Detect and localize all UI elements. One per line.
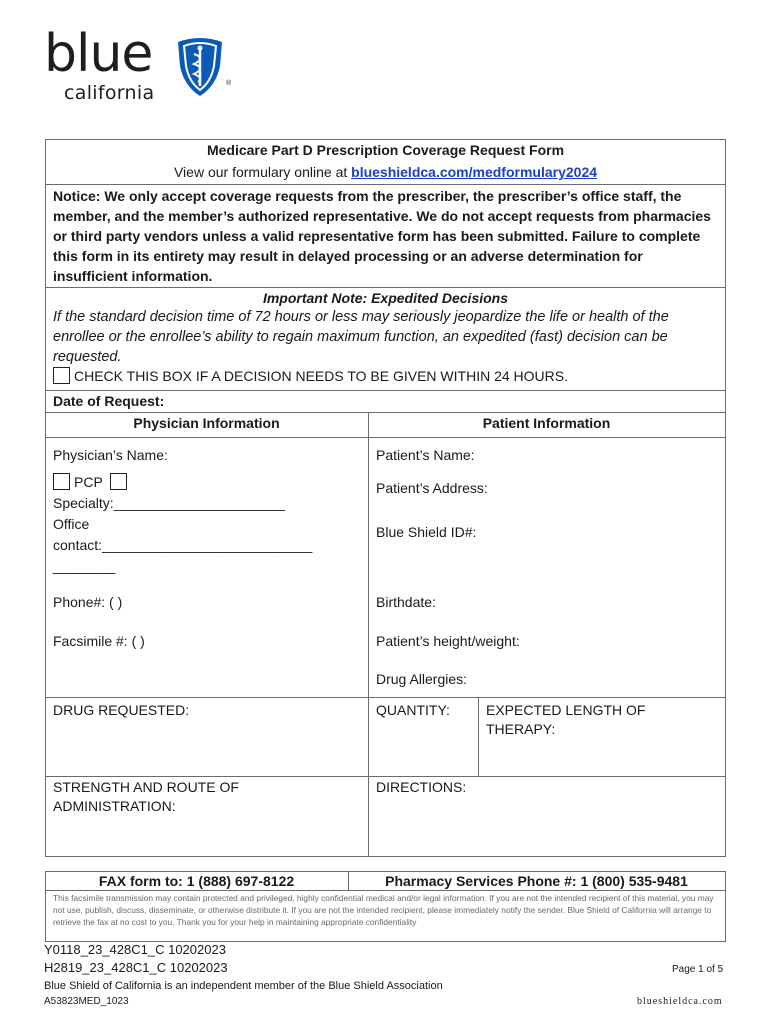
pcp-label: PCP <box>74 474 103 490</box>
expedite-row <box>53 366 568 386</box>
important-note-text: If the standard decision time of 72 hours or less may seriously jeopardize the life or health of the enrollee or the enrollee’s ability to regain maximum function, an expedited (fast) decision can be requested. <box>53 309 669 365</box>
form-code-1: Y0118_23_428C1_C 10202023 <box>44 942 226 957</box>
divider <box>45 697 726 698</box>
website-footer: blueshieldca.com <box>637 996 723 1007</box>
office-contact-continued: ________ <box>53 558 116 574</box>
blue-shield-logo <box>44 24 232 106</box>
drug-requested-field[interactable]: DRUG REQUESTED: <box>53 702 190 718</box>
form-border-left <box>45 139 46 856</box>
patient-info-header: Patient Information <box>482 415 611 431</box>
divider <box>45 184 726 185</box>
expedite-checkbox-label: CHECK THIS BOX IF A DECISION NEEDS TO BE GIVEN WITHIN 24 HOURS. <box>74 368 568 384</box>
form-id: A53823MED_1023 <box>44 996 129 1007</box>
specialty-field[interactable]: Specialty:______________________ <box>53 495 285 511</box>
patient-name-field[interactable]: Patient’s Name: <box>376 447 475 463</box>
page-number: Page 1 of 5 <box>672 964 724 975</box>
fax-number: FAX form to: 1 (888) 697-8122 <box>98 873 295 889</box>
notice-text: Notice: We only accept coverage requests from the prescriber, the prescriber’s office staff, the member, and the member’s authorized representative. We do not accept requests from pharmacies or third party vendors unless a valid representative form has been submitted. Failure to complete this form in its entirety may result in delayed processing or an adverse determination for insufficient information. <box>53 188 711 284</box>
pcp-row <box>53 472 131 492</box>
formulary-line <box>45 162 726 182</box>
expected-length-label-cont: THERAPY: <box>486 721 556 737</box>
quantity-field[interactable]: QUANTITY: <box>376 702 450 718</box>
divider <box>725 871 726 941</box>
logo-word: blue <box>44 24 153 84</box>
shield-caduceus-icon <box>174 36 226 98</box>
form-code-2: H2819_23_428C1_C 10202023 <box>44 960 228 975</box>
member-statement: Blue Shield of California is an independent member of the Blue Shield Association <box>44 980 443 992</box>
physician-name-field[interactable]: Physician’s Name: <box>53 447 168 463</box>
expedite-checkbox[interactable] <box>53 367 70 384</box>
patient-address-field[interactable]: Patient’s Address: <box>376 480 488 496</box>
phone-field[interactable]: Phone#: ( ) <box>53 594 123 610</box>
office-contact-field[interactable]: contact:___________________________ <box>53 537 313 553</box>
directions-field[interactable]: DIRECTIONS: <box>376 779 467 795</box>
formulary-prefix: View our formulary online at <box>173 164 352 180</box>
column-divider <box>368 412 369 856</box>
confidentiality-notice: This facsimile transmission may contain protected and privileged, highly confidential medical and/or legal information. If you are not the intended recipient of this material, you may not use, publish, discuss, disseminate, or otherwise distribute it. If you are not the intended recipient, please immediately notify the sender. Blue Shield of California will arrange to retrieve the fax at no cost to you. Thank you for your help in maintaining appropriate confidentiality <box>53 893 714 927</box>
form-title: Medicare Part D Prescription Coverage Request Form <box>206 142 565 158</box>
birthdate-field[interactable]: Birthdate: <box>376 594 436 610</box>
registered-mark: ® <box>226 80 232 87</box>
important-note-title: Important Note: Expedited Decisions <box>262 290 509 306</box>
form-border-right <box>725 139 726 856</box>
date-of-request-label: Date of Request: <box>53 393 165 409</box>
divider <box>45 437 726 438</box>
physician-info-header: Physician Information <box>133 415 280 431</box>
pcp-checkbox[interactable] <box>53 473 70 490</box>
expected-length-label[interactable]: EXPECTED LENGTH OF <box>486 702 646 718</box>
formulary-link[interactable]: blueshieldca.com/medformulary2024 <box>351 164 598 180</box>
drug-allergies-field[interactable]: Drug Allergies: <box>376 671 468 687</box>
specialty-checkbox[interactable] <box>110 473 127 490</box>
pharmacy-phone: Pharmacy Services Phone #: 1 (800) 535-9481 <box>385 873 688 889</box>
height-weight-field[interactable]: Patient’s height/weight: <box>376 633 520 649</box>
strength-route-label-cont: ADMINISTRATION: <box>53 798 176 814</box>
logo-subword: california <box>64 82 155 104</box>
office-label: Office <box>53 516 90 532</box>
column-divider <box>478 697 479 776</box>
facsimile-field[interactable]: Facsimile #: ( ) <box>53 633 145 649</box>
blue-shield-id-field[interactable]: Blue Shield ID#: <box>376 524 477 540</box>
form-border-bottom <box>45 856 726 857</box>
strength-route-field[interactable]: STRENGTH AND ROUTE OF <box>53 779 239 795</box>
